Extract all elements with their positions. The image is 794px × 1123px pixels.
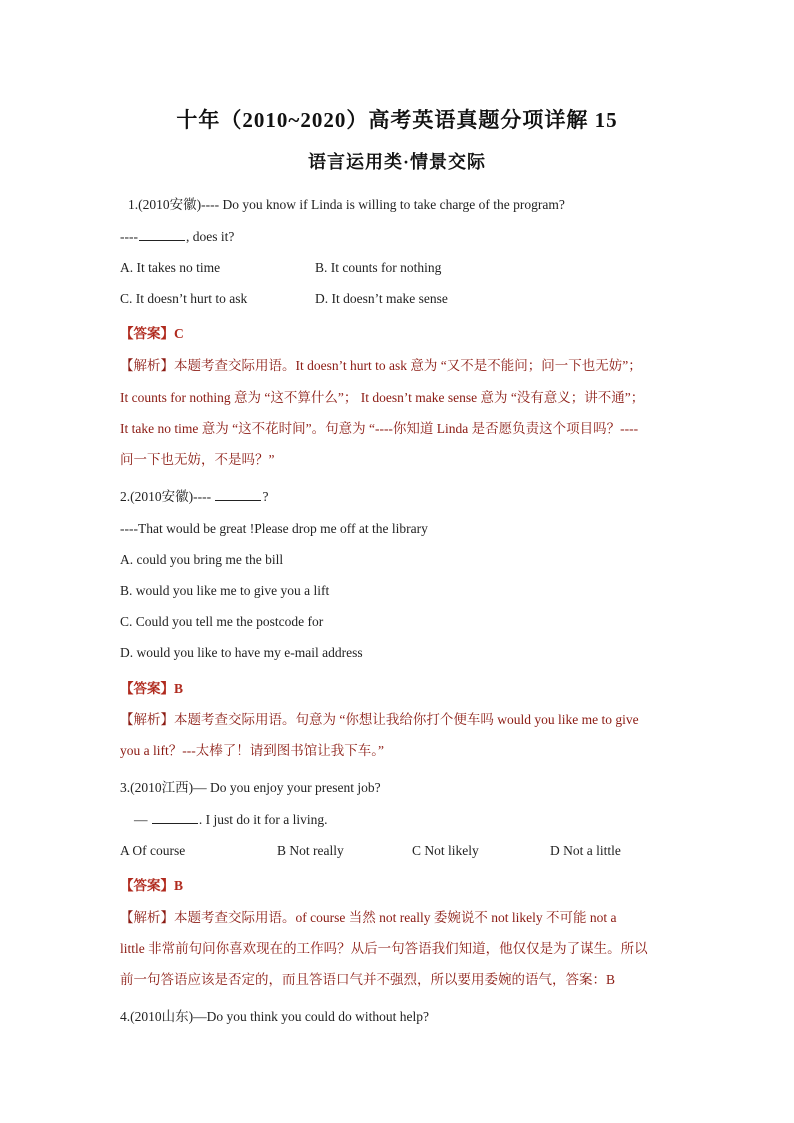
q1-explanation-3: It take no time 意为 “这不花时间”。句意为 “----你知道 Linda 是否愿负责这个项目吗？---- [120, 421, 639, 436]
q3-explanation-3: 前一句答语应该是否定的，而且答语口气并不强烈，所以要用委婉的语气，答案：B [120, 972, 616, 987]
q2-explanation-1: 【解析】本题考查交际用语。句意为 “你想让我给你打个便车吗 would you like me to give [120, 712, 639, 727]
q1-explanation-4: 问一下也无妨，不是吗？” [120, 452, 275, 467]
q3-reply [134, 812, 328, 828]
q2-stem-suffix: ? [262, 489, 269, 504]
q1-blank [139, 229, 185, 241]
q3-option-c: C Not likely [412, 843, 479, 858]
q3-stem: 3.(2010江西)— Do you enjoy your present job? [120, 780, 381, 795]
q1-option-c: C. It doesn’t hurt to ask [120, 291, 248, 306]
q3-reply-prefix: — [134, 812, 151, 827]
page-title: 十年（2010~2020）高考英语真题分项详解 15 [176, 108, 618, 132]
q2-answer: 【答案】B [120, 681, 184, 696]
q2-stem-prefix: 2.(2010安徽)---- [120, 489, 215, 504]
q2-reply: ----That would be great !Please drop me off at the library [120, 521, 428, 536]
q3-reply-suffix: . I just do it for a living. [198, 812, 328, 827]
q2-explanation-2: you a lift？---太棒了！请到图书馆让我下车。” [120, 743, 384, 758]
q1-option-a: A. It takes no time [120, 260, 221, 275]
q3-explanation-1: 【解析】本题考查交际用语。of course 当然 not really 委婉说不 not likely 不可能 not a [120, 910, 617, 925]
q2-blank [215, 489, 261, 501]
q1-explanation-2: It counts for nothing 意为 “这不算什么”； It doesn’t make sense 意为 “没有意义；讲不通”； [120, 390, 645, 405]
q2-stem [120, 485, 268, 505]
q1-reply-suffix: , does it? [185, 229, 235, 244]
q3-blank [152, 812, 198, 824]
q1-explanation-1: 【解析】本题考查交际用语。It doesn’t hurt to ask 意为 “又不是不能问；问一下也无妨”； [120, 358, 642, 373]
q2-option-c: C. Could you tell me the postcode for [120, 614, 324, 629]
q2-option-b: B. would you like me to give you a lift [120, 583, 330, 598]
q2-option-a: A. could you bring me the bill [120, 552, 284, 567]
page-subtitle: 语言运用类·情景交际 [307, 152, 486, 172]
q3-option-b: B Not really [277, 843, 344, 858]
q1-reply [120, 229, 234, 245]
q1-option-b: B. It counts for nothing [315, 260, 442, 275]
q3-answer: 【答案】B [120, 878, 184, 893]
q1-answer: 【答案】C [120, 326, 184, 341]
q2-option-d: D. would you like to have my e-mail address [120, 645, 363, 660]
q1-reply-prefix: ---- [120, 229, 138, 244]
q1-option-d: D. It doesn’t make sense [315, 291, 448, 306]
q3-option-a: A Of course [120, 843, 186, 858]
q3-option-d: D Not a little [550, 843, 621, 858]
q1-stem: 1.(2010安徽)---- Do you know if Linda is willing to take charge of the program? [128, 197, 565, 212]
q4-stem: 4.(2010山东)—Do you think you could do without help? [120, 1009, 429, 1024]
q3-explanation-2: little 非常前句问你喜欢现在的工作吗？从后一句答语我们知道，他仅仅是为了谋生。所以 [120, 941, 648, 956]
